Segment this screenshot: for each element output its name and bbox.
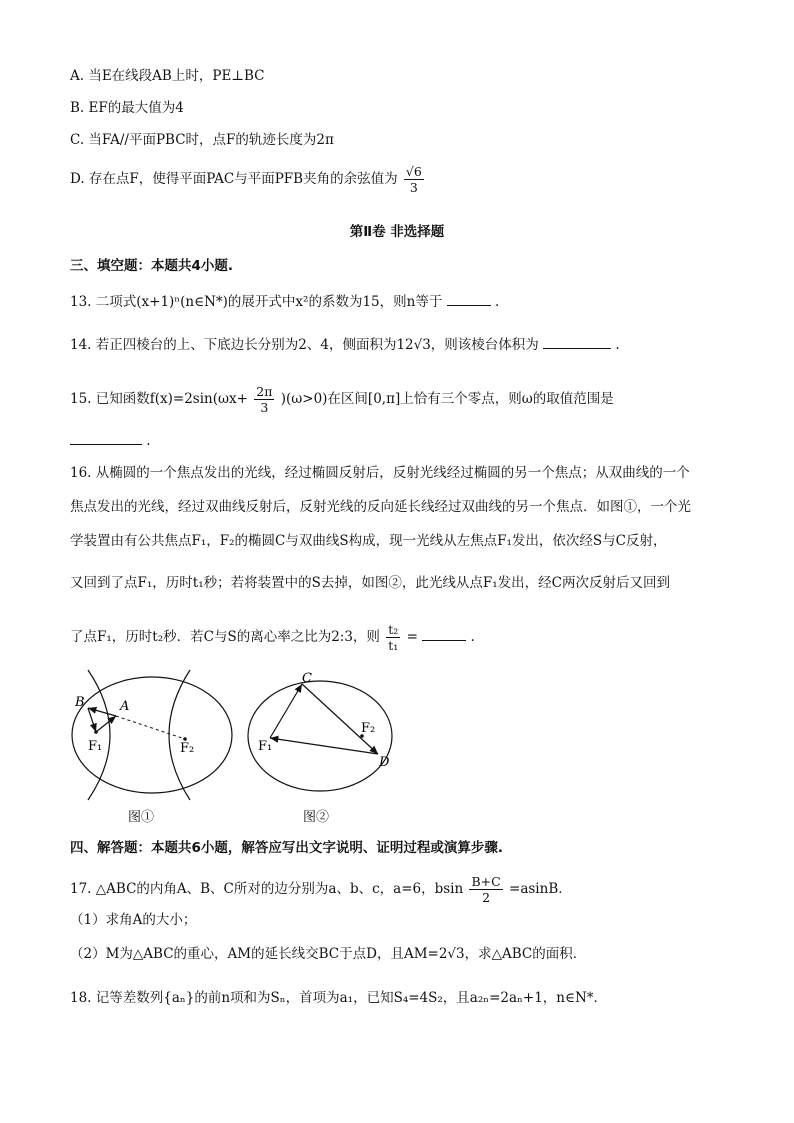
label-d: D	[379, 755, 390, 770]
q17-part-2: （2）M为△ABC的重心，AM的延长线交BC于点D，且AM=2√3，求△ABC的面积．	[70, 946, 587, 962]
question-13	[70, 291, 499, 312]
dashed-line	[116, 716, 185, 739]
section3-title: 三、填空题：本题共4小题.	[70, 258, 234, 274]
fraction-denominator: 3	[260, 400, 269, 415]
label-f1: F₁	[258, 739, 273, 754]
figure-1-caption: 图①	[128, 810, 155, 825]
q17-part-1: （1）求角A的大小；	[70, 912, 197, 928]
q13-end: .	[494, 294, 500, 310]
label-b: B	[75, 695, 85, 710]
ray-d-to-f1	[270, 738, 378, 754]
q15-fraction	[254, 384, 274, 415]
q16-equals: =	[406, 629, 418, 645]
figure-2	[240, 670, 420, 800]
ellipse-c	[248, 681, 392, 791]
focus-f1-point	[94, 730, 98, 734]
ray-f1-to-c	[270, 684, 302, 738]
option-a: A. 当E在线段AB上时，PE⊥BC	[70, 68, 265, 84]
question-18: 18. 记等差数列{aₙ}的前n项和为Sₙ，首项为a₁，已知S₄=4S₂，且a₂ₙ=2aₙ+1，n∈N*．	[70, 990, 608, 1006]
answer-blank[interactable]	[447, 291, 491, 306]
fraction-numerator: B+C	[471, 874, 501, 889]
fraction-numerator: t₂	[388, 622, 399, 637]
q17-fraction	[469, 874, 502, 905]
q15-text: 15. 已知函数f(x)=2sin(ωx+	[70, 391, 248, 407]
figure-1	[60, 660, 240, 810]
q17-text: 17. △ABC的内角A、B、C所对的边分别为a、b、c，a=6，bsin	[70, 881, 464, 897]
label-f1: F₁	[88, 739, 103, 754]
answer-blank[interactable]	[422, 626, 466, 641]
q16-fraction	[386, 622, 400, 653]
label-c: C	[302, 671, 312, 686]
q14-end: .	[615, 337, 620, 353]
fraction-numerator: √6	[405, 164, 422, 179]
ray-a-to-b	[88, 708, 116, 716]
q15-answer-line	[70, 430, 151, 451]
q13-text: 13. 二项式(x+1)ⁿ(n∈N*)的展开式中x²的系数为15，则n等于	[70, 294, 443, 310]
fraction-denominator: t₁	[388, 638, 399, 653]
label-f2: F₂	[180, 741, 195, 756]
ray-f1-to-a	[96, 716, 116, 732]
q15-text-rest: )(ω>0)在区间[0,π]上恰有三个零点，则ω的取值范围是	[280, 391, 614, 407]
figure-2-caption: 图②	[303, 810, 330, 825]
option-d-fraction	[404, 164, 424, 195]
q16-line-1: 16. 从椭圆的一个焦点发出的光线，经过椭圆反射后，反射光线经过椭圆的另一个焦点；从双曲线的一个	[70, 465, 690, 481]
option-d	[70, 164, 426, 195]
q16-line-5	[70, 622, 475, 653]
hyperbola-left-branch	[88, 670, 110, 800]
answer-blank[interactable]	[70, 430, 142, 445]
ellipse-c	[72, 677, 232, 793]
option-d-text: D. 存在点F，使得平面PAC与平面PFB夹角的余弦值为	[70, 171, 398, 187]
question-17	[70, 874, 572, 905]
section4-title: 四、解答题：本题共6小题，解答应写出文字说明、证明过程或演算步骤.	[70, 840, 504, 856]
answer-blank[interactable]	[543, 334, 611, 349]
fraction-numerator: 2π	[256, 384, 273, 399]
ray-b-to-f1	[88, 708, 96, 732]
part2-title: 第Ⅱ卷 非选择题	[349, 224, 445, 240]
hyperbola-right-branch	[169, 670, 190, 800]
q16-text: 了点F₁，历时t₂秒．若C与S的离心率之比为2:3，则	[70, 629, 380, 645]
q14-text: 14. 若正四棱台的上、下底边长分别为2、4，侧面积为12√3，则该棱台体积为	[70, 337, 539, 353]
q15-end: .	[146, 433, 151, 449]
q16-end: .	[470, 629, 475, 645]
fraction-denominator: 2	[482, 890, 491, 905]
question-14	[70, 334, 620, 355]
label-a: A	[120, 699, 130, 714]
q16-line-2: 焦点发出的光线，经过双曲线反射后，反射光线的反向延长线经过双曲线的另一个焦点．如图①，一个光	[70, 499, 691, 515]
q17-text-rest: =asinB．	[509, 881, 572, 897]
fraction-denominator: 3	[409, 180, 418, 195]
q16-line-4: 又回到了点F₁，历时t₁秒；若将装置中的S去掉，如图②，此光线从点F₁发出，经C两次反射后又回到	[70, 575, 670, 591]
option-c: C. 当FA//平面PBC时，点F的轨迹长度为2π	[70, 132, 334, 148]
label-f2: F₂	[361, 721, 376, 736]
question-15	[70, 384, 614, 415]
q16-line-3: 学装置由有公共焦点F₁，F₂的椭圆C与双曲线S构成，现一光线从左焦点F₁发出，依次经S与C反射，	[70, 533, 667, 549]
option-b: B. EF的最大值为4	[70, 100, 184, 116]
